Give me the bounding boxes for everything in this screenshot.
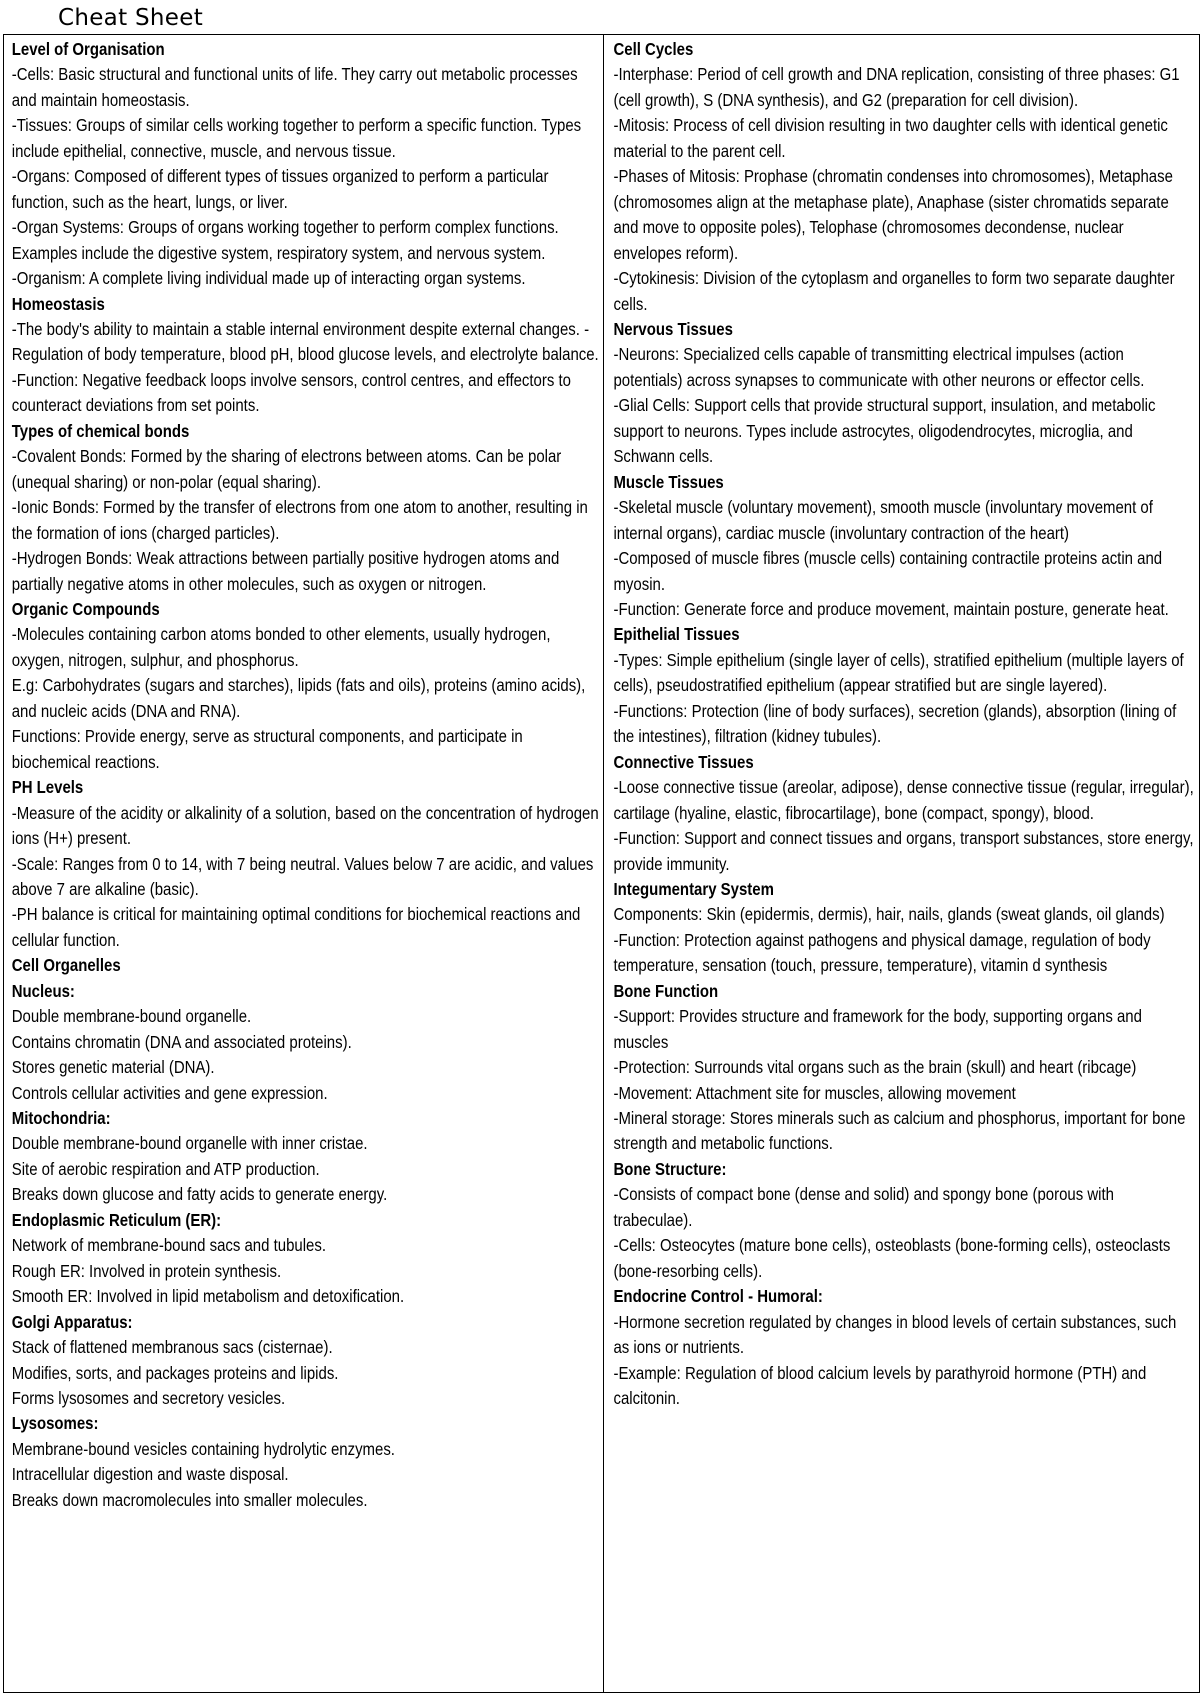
section-paragraph: -Skeletal muscle (voluntary movement), smooth muscle (involuntary movement of internal organs), cardiac muscle (involuntary contraction of the heart) bbox=[613, 497, 1153, 543]
section-paragraph: -PH balance is critical for maintaining optimal conditions for biochemical reactions and cellular function. bbox=[11, 904, 581, 950]
section-paragraph: Forms lysosomes and secretory vesicles. bbox=[11, 1388, 286, 1409]
section-paragraph: -Functions: Protection (line of body surfaces), secretion (glands), absorption (lining of the intestines), filtration (kidney tubules). bbox=[613, 700, 1177, 747]
section-paragraph: -Types: Simple epithelium (single layer of cells), stratified epithelium (multiple layers of cells), pseudostratified epithelium (appear stratified but are single layered). bbox=[613, 649, 1184, 696]
section-paragraph: -Function: Generate force and produce movement, maintain posture, generate heat. bbox=[613, 598, 1169, 619]
section-paragraph: -Consists of compact bone (dense and solid) and spongy bone (porous with trabeculae). bbox=[613, 1184, 1114, 1230]
right-column bbox=[604, 35, 1196, 1411]
page-title: Cheat Sheet bbox=[58, 5, 204, 31]
section-paragraph: Breaks down glucose and fatty acids to generate energy. bbox=[11, 1184, 388, 1205]
section-heading: Mitochondria: bbox=[11, 1108, 111, 1129]
section-paragraph: Controls cellular activities and gene expression. bbox=[11, 1082, 328, 1103]
section bbox=[613, 470, 1195, 623]
section-paragraph: -Neurons: Specialized cells capable of transmitting electrical impulses (action potentials) across synapses to communicate with other neurons or effector cells. bbox=[613, 344, 1145, 390]
section-paragraph: -Mineral storage: Stores minerals such as calcium and phosphorus, important for bone strength and metabolic functions. bbox=[613, 1108, 1186, 1154]
section-paragraph: -Molecules containing carbon atoms bonded to other elements, usually hydrogen, oxygen, nitrogen, sulphur, and phosphorus. bbox=[11, 624, 551, 670]
section-paragraph: -Phases of Mitosis: Prophase (chromatin condenses into chromosomes), Metaphase (chromosomes align at the metaphase plate), Anaphase (sister chromatids separate and move to opposite poles), Telophase (chromosomes decondense, nuclear envelopes reform). bbox=[613, 166, 1173, 263]
section-heading: Muscle Tissues bbox=[613, 471, 724, 492]
section-paragraph: -Ionic Bonds: Formed by the transfer of electrons from one atom to another, resulting in the formation of ions (charged particles). bbox=[11, 497, 588, 543]
section-paragraph: Membrane-bound vesicles containing hydrolytic enzymes. bbox=[11, 1438, 395, 1459]
section-paragraph: -Hormone secretion regulated by changes in blood levels of certain substances, such as ions or nutrients. bbox=[613, 1311, 1177, 1358]
section-paragraph: Double membrane-bound organelle. bbox=[11, 1006, 252, 1027]
section-heading: PH Levels bbox=[11, 777, 84, 798]
left-column bbox=[4, 35, 603, 1513]
section-heading: Cell Organelles bbox=[11, 955, 121, 976]
section bbox=[12, 419, 603, 597]
section-heading: Lysosomes: bbox=[11, 1413, 99, 1434]
section-heading: Types of chemical bonds bbox=[11, 420, 190, 441]
section bbox=[613, 750, 1195, 877]
section-heading: Organic Compounds bbox=[11, 598, 160, 619]
section-paragraph: -Interphase: Period of cell growth and DNA replication, consisting of three phases: G1 (cell growth), S (DNA synthesis), and G2 (preparation for cell division). bbox=[613, 64, 1180, 110]
section-heading: Connective Tissues bbox=[613, 751, 754, 772]
section bbox=[12, 1411, 603, 1513]
section bbox=[613, 1284, 1195, 1411]
section-heading: Nervous Tissues bbox=[613, 318, 733, 339]
section-paragraph: -Organism: A complete living individual made up of interacting organ systems. bbox=[11, 268, 526, 289]
section-paragraph: -Protection: Surrounds vital organs such as the brain (skull) and heart (ribcage) bbox=[613, 1057, 1137, 1078]
section-paragraph: Contains chromatin (DNA and associated proteins). bbox=[11, 1031, 352, 1052]
section-paragraph: -Cytokinesis: Division of the cytoplasm and organelles to form two separate daughter cells. bbox=[613, 268, 1175, 314]
cheat-sheet-table bbox=[3, 34, 1200, 1693]
section-heading: Endocrine Control - Humoral: bbox=[613, 1286, 823, 1307]
section-paragraph: -The body's ability to maintain a stable internal environment despite external changes. - Regulation of body temperature, blood pH, blood glucose levels, and electrolyte balance. bbox=[11, 318, 599, 365]
section-heading: Integumentary System bbox=[613, 878, 774, 899]
section-paragraph: E.g: Carbohydrates (sugars and starches), lipids (fats and oils), proteins (amino acids), and nucleic acids (DNA and RNA). bbox=[11, 675, 586, 721]
section-paragraph: Smooth ER: Involved in lipid metabolism and detoxification. bbox=[11, 1286, 405, 1307]
section-heading: Epithelial Tissues bbox=[613, 624, 740, 645]
section-heading: Homeostasis bbox=[11, 293, 105, 314]
section-paragraph: -Organ Systems: Groups of organs working together to perform complex functions. Examples include the digestive system, respiratory system, and nervous system. bbox=[11, 217, 559, 263]
section bbox=[613, 622, 1195, 749]
section-paragraph: -Glial Cells: Support cells that provide structural support, insulation, and metabolic support to neurons. Types include astrocytes, oligodendrocytes, microglia, and Schwann cells. bbox=[613, 395, 1156, 467]
left-column-cell bbox=[4, 35, 604, 1692]
section-paragraph: -Cells: Basic structural and functional units of life. They carry out metabolic processes and maintain homeostasis. bbox=[11, 64, 578, 110]
section-paragraph: -Scale: Ranges from 0 to 14, with 7 being neutral. Values below 7 are acidic, and values above 7 are alkaline (basic). bbox=[11, 853, 594, 899]
section-heading: Nucleus: bbox=[11, 980, 75, 1001]
section bbox=[12, 292, 603, 419]
section-paragraph: -Example: Regulation of blood calcium levels by parathyroid hormone (PTH) and calcitonin. bbox=[613, 1362, 1147, 1409]
section-paragraph: Site of aerobic respiration and ATP production. bbox=[11, 1158, 320, 1179]
section-heading: Golgi Apparatus: bbox=[11, 1311, 133, 1332]
section-paragraph: Modifies, sorts, and packages proteins and lipids. bbox=[11, 1362, 339, 1383]
section-paragraph: Stack of flattened membranous sacs (cisternae). bbox=[11, 1337, 333, 1358]
section-paragraph: Breaks down macromolecules into smaller molecules. bbox=[11, 1489, 368, 1510]
section-paragraph: -Measure of the acidity or alkalinity of a solution, based on the concentration of hydrogen ions (H+) present. bbox=[11, 802, 599, 849]
right-column-cell bbox=[604, 35, 1199, 1692]
section-heading: Level of Organisation bbox=[11, 39, 165, 59]
section-paragraph: -Loose connective tissue (areolar, adipose), dense connective tissue (regular, irregular), cartilage (hyaline, elastic, fibrocartilage), bone (compact, spongy), blood. bbox=[613, 777, 1194, 823]
section-heading: Bone Function bbox=[613, 980, 719, 1001]
section bbox=[12, 953, 603, 978]
section-paragraph: Double membrane-bound organelle with inner cristae. bbox=[11, 1133, 368, 1154]
section-heading: Cell Cycles bbox=[613, 39, 694, 59]
section bbox=[12, 1310, 603, 1412]
section bbox=[12, 979, 603, 1106]
section-paragraph: Components: Skin (epidermis, dermis), hair, nails, glands (sweat glands, oil glands) bbox=[613, 904, 1165, 925]
section-paragraph: -Organs: Composed of different types of tissues organized to perform a particular function, such as the heart, lungs, or liver. bbox=[11, 166, 549, 212]
section bbox=[12, 37, 603, 292]
section-paragraph: -Function: Protection against pathogens and physical damage, regulation of body temperature, sensation (touch, pressure, temperature), vitamin d synthesis bbox=[613, 929, 1151, 976]
section-paragraph: Network of membrane-bound sacs and tubules. bbox=[11, 1235, 326, 1256]
section-paragraph: -Cells: Osteocytes (mature bone cells), osteoblasts (bone-forming cells), osteoclasts (bone-resorbing cells). bbox=[613, 1235, 1171, 1281]
section-paragraph: -Function: Negative feedback loops involve sensors, control centres, and effectors to counteract deviations from set points. bbox=[11, 369, 571, 416]
section-paragraph: Intracellular digestion and waste disposal. bbox=[11, 1464, 289, 1485]
section bbox=[613, 1157, 1195, 1284]
section bbox=[12, 1106, 603, 1208]
section bbox=[12, 775, 603, 953]
section-paragraph: -Movement: Attachment site for muscles, allowing movement bbox=[613, 1082, 1016, 1103]
section bbox=[613, 317, 1195, 470]
section-paragraph: -Covalent Bonds: Formed by the sharing of electrons between atoms. Can be polar (unequal sharing) or non-polar (equal sharing). bbox=[11, 446, 562, 492]
section-heading: Endoplasmic Reticulum (ER): bbox=[11, 1209, 222, 1230]
section bbox=[613, 979, 1195, 1157]
section-paragraph: Functions: Provide energy, serve as structural components, and participate in biochemical reactions. bbox=[11, 726, 523, 772]
section-paragraph: -Function: Support and connect tissues and organs, transport substances, store energy, provide immunity. bbox=[613, 828, 1194, 874]
section bbox=[12, 597, 603, 775]
section-paragraph: Rough ER: Involved in protein synthesis. bbox=[11, 1260, 282, 1281]
section-paragraph: -Composed of muscle fibres (muscle cells) containing contractile proteins actin and myosin. bbox=[613, 548, 1163, 594]
section-paragraph: -Tissues: Groups of similar cells working together to perform a specific function. Types include epithelial, connective, muscle, and nervous tissue. bbox=[11, 115, 582, 161]
section-paragraph: -Mitosis: Process of cell division resulting in two daughter cells with identical genetic material to the parent cell. bbox=[613, 115, 1168, 161]
section-heading: Bone Structure: bbox=[613, 1158, 727, 1179]
section-paragraph: -Hydrogen Bonds: Weak attractions between partially positive hydrogen atoms and partially negative atoms in other molecules, such as oxygen or nitrogen. bbox=[11, 548, 560, 594]
section bbox=[613, 877, 1195, 979]
section-paragraph: -Support: Provides structure and framework for the body, supporting organs and muscles bbox=[613, 1006, 1142, 1052]
section bbox=[12, 1208, 603, 1310]
section bbox=[613, 37, 1195, 317]
section-paragraph: Stores genetic material (DNA). bbox=[11, 1057, 215, 1078]
